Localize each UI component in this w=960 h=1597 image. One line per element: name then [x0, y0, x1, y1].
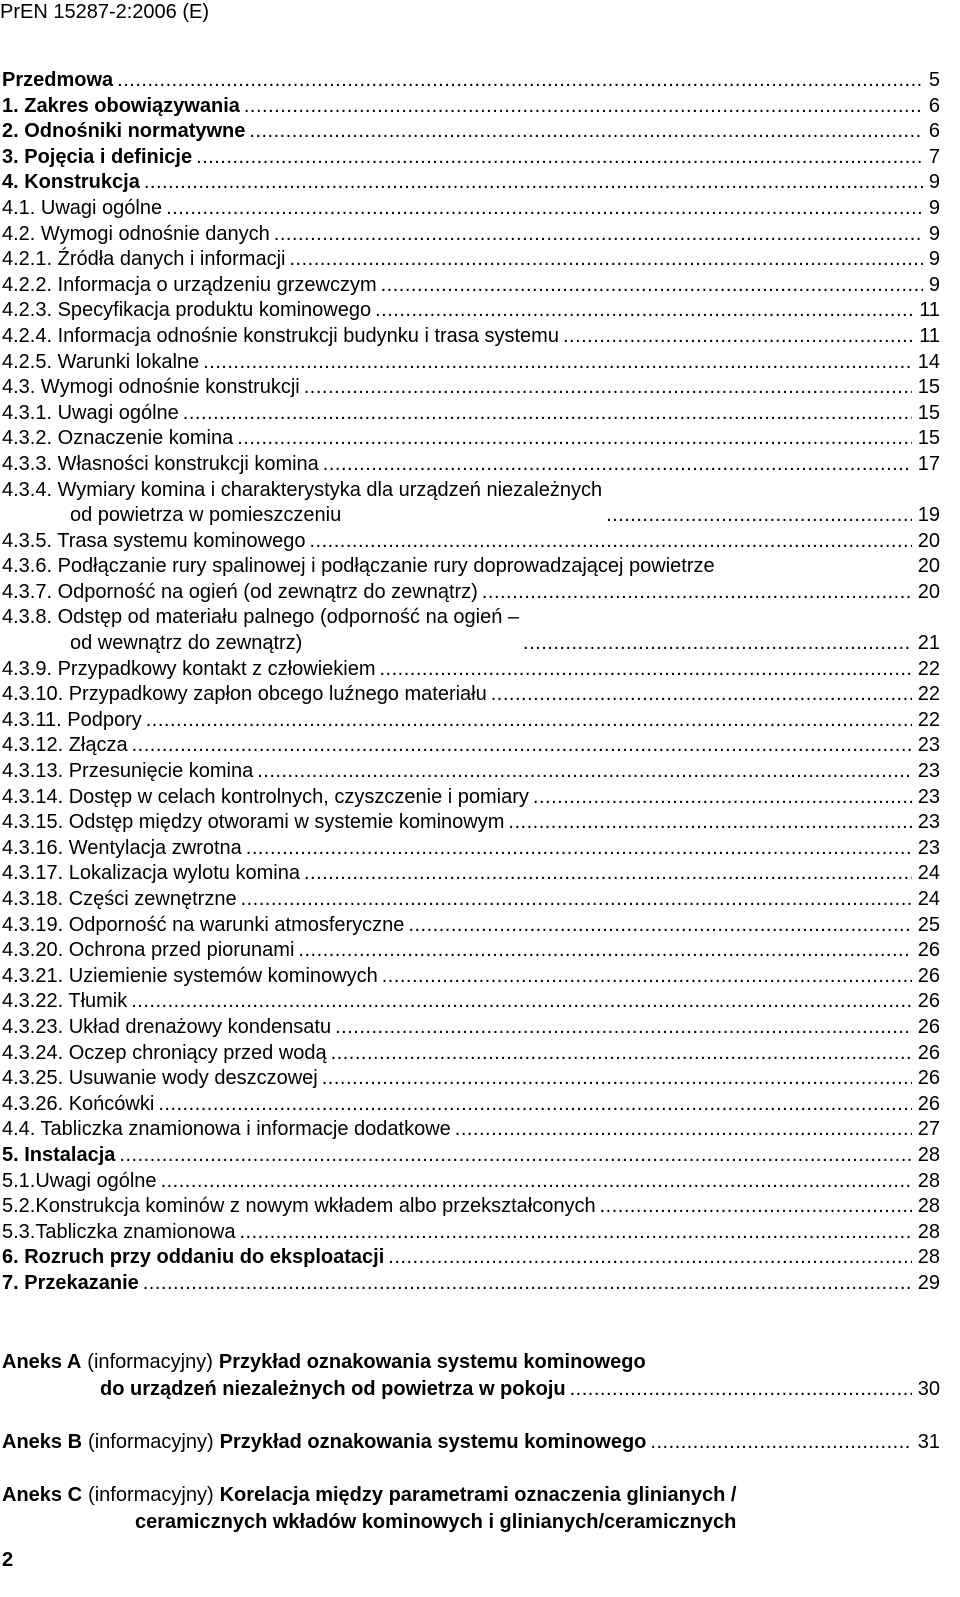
dot-leader — [305, 529, 911, 555]
toc-entry-page: 23 — [917, 785, 940, 808]
page-number: 2 — [2, 1549, 14, 1571]
dot-leader — [378, 964, 912, 990]
dot-leader — [127, 989, 912, 1015]
toc-entry-page: 26 — [917, 990, 940, 1013]
toc-entry[interactable] — [2, 1194, 940, 1220]
dot-leader — [478, 580, 912, 606]
dot-leader — [294, 938, 911, 964]
dot-leader — [242, 836, 912, 862]
toc-entry[interactable] — [2, 810, 940, 836]
toc-entry[interactable] — [2, 196, 940, 222]
dot-leader — [404, 913, 911, 939]
dot-leader — [519, 631, 912, 657]
dot-leader — [602, 503, 912, 529]
dot-leader — [319, 452, 912, 478]
toc-entry-page: 28 — [917, 1143, 940, 1166]
toc-entry-page: 9 — [928, 171, 940, 194]
dot-leader — [240, 94, 923, 120]
toc-entry[interactable] — [2, 887, 940, 913]
toc-entry-title — [2, 605, 519, 656]
toc-entry-title: 4.3.9. Przypadkowy kontakt z człowiekiem — [2, 657, 376, 680]
toc-entry-page: 23 — [917, 734, 940, 757]
toc-entry-title: 4.3.14. Dostęp w celach kontrolnych, czyszczenie i pomiary — [2, 785, 529, 808]
toc-entry[interactable] — [2, 529, 940, 555]
toc-entry-title: 5. Instalacja — [2, 1143, 116, 1166]
toc-entry[interactable] — [2, 1117, 940, 1143]
toc-entry[interactable] — [2, 298, 940, 324]
dot-leader — [192, 145, 923, 171]
toc-entry-page: 22 — [917, 708, 940, 731]
toc-entry[interactable] — [2, 478, 940, 529]
dot-leader — [237, 887, 912, 913]
toc-entry-page: 22 — [917, 683, 940, 706]
annex-title-continued: do urządzeń niezależnych od powietrza w pokoju — [100, 1378, 566, 1400]
toc-entry-title: 4.3.15. Odstęp między otworami w systemie kominowym — [2, 811, 505, 834]
toc-entry-page: 24 — [917, 888, 940, 910]
toc-entry-title: 4.3.23. Układ drenażowy kondensatu — [2, 1015, 332, 1038]
annex-type: (informacyjny) — [87, 1351, 213, 1373]
dot-leader — [270, 222, 923, 248]
toc-entry-title: 4. Konstrukcja — [2, 171, 140, 194]
annex-type: (informacyjny) — [88, 1484, 214, 1506]
toc-entry[interactable] — [2, 94, 940, 120]
toc-entry-page: 15 — [917, 376, 940, 399]
toc-entry[interactable] — [2, 401, 940, 427]
toc-entry-page: 26 — [917, 964, 940, 987]
toc-entry-page: 14 — [917, 350, 940, 373]
toc-entry[interactable] — [2, 247, 940, 273]
dot-leader — [646, 1429, 911, 1456]
toc-entry[interactable] — [2, 836, 940, 862]
annex-page: 31 — [917, 1431, 940, 1453]
toc-entry-title: Przedmowa — [2, 69, 114, 91]
toc-entry-title: 4.3.1. Uwagi ogólne — [2, 401, 179, 424]
toc-entry-page: 26 — [917, 1041, 940, 1064]
toc-entry-title: 4.3.10. Przypadkowy zapłon obcego luźnego materiału — [2, 683, 487, 706]
toc-entry-title: 4.3.6. Podłączanie rury spalinowej i podłączanie rury doprowadzającej powietrze — [2, 555, 715, 578]
toc-entry-title: 5.2.Konstrukcja kominów z nowym wkładem albo przekształconych — [2, 1195, 596, 1218]
toc-entry-page: 11 — [919, 324, 940, 347]
annex-entry[interactable] — [2, 1349, 940, 1403]
toc-entry[interactable] — [2, 657, 940, 683]
toc-entry[interactable] — [2, 145, 940, 171]
dot-leader — [199, 350, 912, 376]
toc-entry[interactable] — [2, 1143, 940, 1169]
dot-leader — [529, 785, 912, 811]
dot-leader — [377, 273, 923, 299]
toc-entry-page: 9 — [928, 248, 940, 271]
toc-entry-page: 19 — [917, 504, 940, 527]
dot-leader — [487, 682, 912, 708]
toc-entry-title: 4.3.3. Własności konstrukcji komina — [2, 452, 319, 475]
toc-entry-title: 4.3.21. Uziemienie systemów kominowych — [2, 964, 378, 987]
toc-entry-title: 1. Zakres obowiązywania — [2, 94, 240, 117]
toc-entry-page: 9 — [928, 222, 940, 245]
toc-entry-page: 15 — [917, 401, 940, 424]
dot-leader — [384, 1245, 911, 1271]
dot-leader — [596, 1194, 912, 1220]
toc-entry[interactable] — [2, 324, 940, 350]
toc-entry-page: 28 — [917, 1220, 940, 1243]
toc-entry-title: 4.3.16. Wentylacja zwrotna — [2, 836, 242, 859]
toc-entry-title-line1: 4.3.8. Odstęp od materiału palnego (odporność na ogień – — [2, 606, 520, 629]
dot-leader — [157, 1169, 912, 1195]
toc-entry-title: 4.2. Wymogi odnośnie danych — [2, 222, 270, 245]
toc-entry-page: 23 — [917, 836, 940, 859]
annex-title: Korelacja między parametrami oznaczenia glinianych / — [219, 1484, 737, 1506]
toc-entry-title: 4.3.24. Oczep chroniący przed wodą — [2, 1041, 327, 1064]
toc-entry-title-line2: od powietrza w pomieszczeniu — [70, 504, 342, 527]
toc-entry[interactable] — [2, 452, 940, 478]
dot-leader — [318, 1066, 912, 1092]
toc-entry-title: 4.3.22. Tłumik — [2, 990, 128, 1013]
toc-entry[interactable] — [2, 964, 940, 990]
toc-entry[interactable] — [2, 1066, 940, 1092]
toc-entry-title: 2. Odnośniki normatywne — [2, 120, 246, 143]
toc-entry[interactable] — [2, 350, 940, 376]
toc-entry-page: 29 — [917, 1271, 940, 1294]
annex-title: Przykład oznakowania systemu kominowego — [218, 1351, 646, 1373]
toc-entry-page: 11 — [919, 299, 940, 322]
toc-entry-title — [2, 478, 602, 529]
annex-title-continued: ceramicznych wkładów kominowych i glinianych/ceramicznych — [135, 1511, 737, 1533]
toc-entry-page: 23 — [917, 760, 940, 783]
toc-entry-title: 4.1. Uwagi ogólne — [2, 196, 163, 219]
toc-entry-page: 6 — [928, 94, 940, 117]
table-of-contents — [2, 68, 940, 1297]
toc-entry[interactable] — [2, 1245, 940, 1271]
toc-entry[interactable] — [2, 1220, 940, 1246]
toc-entry-page: 28 — [917, 1246, 940, 1269]
dot-leader — [245, 119, 922, 145]
toc-entry-title: 4.2.1. Źródła danych i informacji — [2, 248, 286, 271]
toc-entry[interactable] — [2, 708, 940, 734]
toc-entry-page: 22 — [917, 657, 940, 680]
toc-entry-page: 9 — [928, 273, 940, 296]
annex-name: Aneks B — [2, 1431, 83, 1453]
toc-entry-title: 4.3.5. Trasa systemu kominowego — [2, 529, 306, 552]
toc-entry[interactable] — [2, 119, 940, 145]
dot-leader — [504, 810, 911, 836]
dot-leader — [115, 1143, 911, 1169]
toc-entry[interactable] — [2, 733, 940, 759]
toc-entry-page: 5 — [928, 69, 940, 91]
toc-entry-page: 24 — [917, 862, 940, 885]
toc-entry-title: 4.2.3. Specyfikacja produktu kominowego — [2, 299, 372, 322]
toc-entry[interactable] — [2, 1092, 940, 1118]
toc-entry-page: 9 — [928, 196, 940, 219]
dot-leader — [113, 68, 923, 94]
dot-leader — [233, 426, 912, 452]
toc-entry-page: 26 — [917, 1092, 940, 1115]
toc-entry-page: 28 — [917, 1195, 940, 1218]
annex-entry[interactable] — [2, 1429, 940, 1456]
dot-leader — [559, 324, 913, 350]
toc-entry-page: 20 — [917, 555, 940, 578]
toc-entry-title: 4.3. Wymogi odnośnie konstrukcji — [2, 376, 300, 399]
toc-entry-title: 7. Przekazanie — [2, 1271, 139, 1294]
toc-entry-title: 4.3.13. Przesunięcie komina — [2, 760, 254, 783]
annex-title: Przykład oznakowania systemu kominowego — [219, 1431, 647, 1453]
toc-entry-title: 4.2.4. Informacja odnośnie konstrukcji budynku i trasa systemu — [2, 324, 559, 347]
dot-leader — [128, 733, 912, 759]
toc-entry-title: 4.3.17. Lokalizacja wylotu komina — [2, 862, 300, 885]
dot-leader — [139, 1271, 912, 1297]
toc-entry[interactable] — [2, 759, 940, 785]
toc-entry[interactable] — [2, 1169, 940, 1195]
toc-entry[interactable] — [2, 682, 940, 708]
toc-entry-page: 26 — [917, 1015, 940, 1038]
dot-leader — [253, 759, 912, 785]
toc-entry-page: 20 — [917, 529, 940, 552]
toc-entry-title-line1: 4.3.4. Wymiary komina i charakterystyka dla urządzeń niezależnych — [2, 478, 603, 501]
toc-entry[interactable] — [2, 426, 940, 452]
toc-entry-title: 5.1.Uwagi ogólne — [2, 1169, 157, 1192]
dot-leader — [235, 1220, 911, 1246]
annex-entry[interactable] — [2, 1482, 940, 1536]
toc-entry[interactable] — [2, 375, 940, 401]
toc-entry[interactable] — [2, 913, 940, 939]
toc-entry-title: 6. Rozruch przy oddaniu do eksploatacji — [2, 1246, 385, 1269]
toc-entry-title: 3. Pojęcia i definicje — [2, 145, 193, 168]
toc-entry-page: 17 — [917, 452, 940, 475]
annex-page: 30 — [917, 1378, 940, 1400]
toc-entry[interactable] — [2, 222, 940, 248]
toc-entry-title: 4.3.19. Odporność na warunki atmosferyczne — [2, 913, 405, 936]
toc-entry[interactable] — [2, 1041, 940, 1067]
toc-entry-title: 4.3.18. Części zewnętrzne — [2, 888, 237, 910]
dot-leader — [371, 298, 913, 324]
toc-entry-page: 7 — [928, 145, 940, 168]
toc-entry-page: 20 — [917, 580, 940, 603]
toc-entry[interactable] — [2, 1015, 940, 1041]
annex-list — [2, 1349, 940, 1562]
toc-entry[interactable] — [2, 580, 940, 606]
toc-entry-title: 5.3.Tabliczka znamionowa — [2, 1220, 236, 1243]
toc-entry[interactable] — [2, 170, 940, 196]
dot-leader — [162, 196, 923, 222]
toc-entry[interactable] — [2, 989, 940, 1015]
toc-entry-title: 4.3.11. Podpory — [2, 708, 142, 731]
toc-entry[interactable] — [2, 273, 940, 299]
toc-entry-title: 4.2.5. Warunki lokalne — [2, 350, 200, 373]
toc-entry[interactable] — [2, 68, 940, 94]
dot-leader — [327, 1041, 912, 1067]
toc-entry-page: 23 — [917, 811, 940, 834]
dot-leader — [451, 1117, 912, 1143]
toc-entry-title: 4.4. Tabliczka znamionowa i informacje dodatkowe — [2, 1118, 451, 1141]
toc-entry-title: 4.3.2. Oznaczenie komina — [2, 427, 234, 450]
toc-entry-page: 25 — [917, 913, 940, 936]
toc-entry-page: 21 — [917, 632, 940, 655]
dot-leader — [179, 401, 912, 427]
toc-entry[interactable] — [2, 605, 940, 656]
toc-entry-page: 6 — [928, 120, 940, 143]
document-header: PrEN 15287-2:2006 (E) — [0, 1, 210, 23]
toc-entry-page: 26 — [917, 1067, 940, 1090]
dot-leader — [331, 1015, 912, 1041]
toc-entry-page: 27 — [917, 1118, 940, 1141]
toc-entry-page: 28 — [917, 1169, 940, 1192]
toc-entry[interactable] — [2, 554, 940, 580]
toc-entry-title: 4.2.2. Informacja o urządzeniu grzewczym — [2, 273, 377, 296]
annex-type: (informacyjny) — [88, 1431, 214, 1453]
dot-leader — [154, 1092, 911, 1118]
toc-entry-page: 26 — [917, 939, 940, 962]
toc-entry-title: 4.3.26. Końcówki — [2, 1092, 155, 1115]
toc-entry-page: 15 — [917, 427, 940, 450]
toc-entry-title-line2: od wewnątrz do zewnątrz) — [70, 632, 303, 655]
toc-entry-title: 4.3.12. Złącza — [2, 734, 128, 757]
dot-leader — [140, 170, 923, 196]
dot-leader — [285, 247, 922, 273]
toc-entry[interactable] — [2, 1271, 940, 1297]
toc-entry-title: 4.3.20. Ochrona przed piorunami — [2, 939, 295, 962]
dot-leader — [376, 657, 912, 683]
toc-entry[interactable] — [2, 785, 940, 811]
toc-entry[interactable] — [2, 861, 940, 887]
toc-entry[interactable] — [2, 938, 940, 964]
toc-entry-title: 4.3.25. Usuwanie wody deszczowej — [2, 1067, 318, 1090]
dot-leader — [566, 1376, 912, 1403]
dot-leader — [300, 861, 912, 887]
annex-name: Aneks C — [2, 1484, 83, 1506]
toc-entry-title: 4.3.7. Odporność na ogień (od zewnątrz do zewnątrz) — [2, 580, 478, 603]
annex-name: Aneks A — [2, 1351, 82, 1373]
dot-leader — [142, 708, 912, 734]
dot-leader — [300, 375, 912, 401]
